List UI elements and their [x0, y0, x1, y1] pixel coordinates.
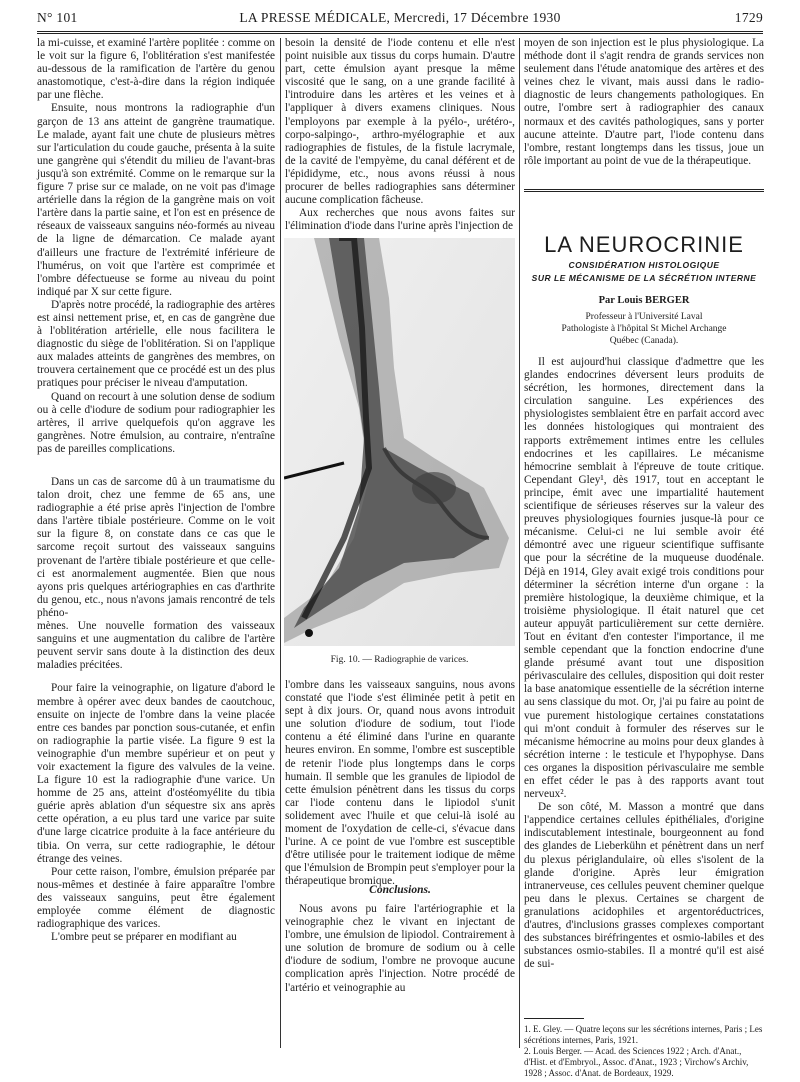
column-1-lower	[37, 476, 275, 944]
column-3-body	[524, 356, 764, 971]
footnote-2: 2. Louis Berger. — Acad. des Sciences 1922 ; Arch. d'Anat., d'Hist. et d'Embryol., Assoc. d'Anat., 1923 ; Virchow's Archiv, 1928 ; Assoc. d'Anat. de Bordeaux, 1929.	[524, 1046, 749, 1078]
author: Par Louis BERGER	[598, 295, 690, 306]
conclusions-heading: Conclusions.	[369, 884, 431, 896]
paragraph: besoin la densité de l'iode contenu et elle n'est point nuisible aux tissus du corps humain. D'autre part, cette émulsion ayant presque la même viscosité que le sang, on a une grande facilité à l'introduire dans les artères et les veines et à l'appliquer à divers examens cliniques. Nous l'employons par exemple à la pyélo-, urétéro-, corpo-salpingo-, arthro-myélographie et aux radiographies de fistules, de la fistule lacrymale, de la cavité de l'empyème, du canal déférent et de l'épididyme, etc., nous avons réussi à nous procurer de belles radiographies sans déterminer aucune complication fâcheuse.	[285, 37, 515, 207]
page-number-left: N° 101	[37, 10, 78, 25]
paragraph: L'ombre peut se préparer en modifiant au	[51, 931, 237, 944]
page-header	[37, 8, 763, 28]
paragraph: Il est aujourd'hui classique d'admettre que les glandes endocrines déversent leurs produits de sécrétion, les hormones, directement dans la circulation sanguine. Les expériences des physiologistes semblaient être en parfait accord avec les données histologiques qui montraient des rapports extrêmement intimes entre les cellules endocrines et les capillaires. Le mécanisme hémocrine semblait à l'épreuve de toute critique. Cependant Gley¹, dès 1917, tout en acceptant le principe, émit avec une impartialité hautement scientifique de sérieuses réserves sur la valeur des preuves physiologiques fournies jusque-là pour ce mécanisme. Celui-ci ne lui semble avoir été démontré avec une rigueur scientifique suffisante que pour la sécrétine de la muqueuse duodénale. Déjà en 1914, Gley avait exigé trois conditions pour déterminer la sécrétion interne d'un organe : la première histologique, la deuxième chimique, et la troisième physiologique. Il était naturel que cet auteur appuyât particulièrement sur cette dernière. Tout en évitant d'en contester l'importance, il me semble cependant que la fonction endocrine d'une glande présumé avant tout une disposition périvasculaire des cellules, disposition qui doit rester la base anatomique essentielle de la sécrétion interne au sens classique du mot. Or, j'ai pu faire au point de vue purement histologique certaines constatations qui m'ont conduit à formuler des réserves sur le mécanisme hémocrine au moins pour deux glandes à sécrétion interne : le testicule et l'hypophyse. Dans ces organes la disposition périvasculaire me semble en effet céder le pas à des rapports avant tout nerveux².	[524, 356, 764, 801]
paragraph: Nous avons pu faire l'artériographie et la veinographie chez le vivant en injectant de l'ombre, une émulsion de lipiodol. Contrairement à une solution de bromure de sodium ou à celle d'iodure de sodium, l'ombre ne provoque aucune complication après l'injection. Notre procédé de l'artério et veinographie au	[285, 903, 515, 994]
article-subtitle-1: CONSIDÉRATION HISTOLOGIQUE	[568, 260, 720, 270]
column-divider	[280, 38, 281, 1048]
paragraph: Ensuite, nous montrons la radiographie d'un garçon de 13 ans atteint de gangrène traumatique. Le malade, ayant fait une chute de plusieurs mètres sur l'articulation du coude gauche, présenta à la suite une gangrène qui s'étendit du milieu de l'avant-bras jusqu'à son extrémité. Comme on le remarque sur la figure 7 prise sur ce malade, on ne voit pas d'image artérielle dans la région de la gangrène mais on voit l'artère dans la partie saine, et l'on est en présence de réseaux de vaisseaux sanguins néo-formés au niveau de la ligne de démarcation. Ce malade ayant d'ailleurs une fracture de l'extrémité inférieure de l'humérus, on voit que l'artère est comprimée et l'ombre défectueuse se forme au niveau du point indiqué par X sur cette figure.	[37, 102, 275, 298]
paragraph: Quand on recourt à une solution dense de sodium ou à celle d'iodure de sodium pour radiographier les artères, il arrive quelquefois qu'on aggrave les gangrènes. Notre émulsion, au contraire, n'entraîne pas de pareilles complications.	[37, 390, 275, 455]
affiliation-2: Pathologiste à l'hôpital St Michel Archange	[561, 324, 727, 334]
paragraph: l'ombre dans les vaisseaux sanguins, nous avons constaté que l'iode s'est éliminée petit à petit en sept à dix jours. Or, quand nous avons introduit une solution d'iodure de sodium, tout l'iode contenu a été éliminé dans l'urine en quarante heures environ. En somme, l'ombre est susceptible de retenir l'iode plus longtemps dans le corps humain. Il semble que les granules de lipiodol de cette émulsion pénètrent dans les tissus du corps car l'iode contenu dans le lipiodol s'unit solidement avec l'huile et que celui-là isolé au moment de l'oxydation de celle-ci, s'évacue dans l'urine. A ce point de vue l'ombre est susceptible d'être utilisée pour le traitement iodique de même que l'émulsion de Brompin peut s'employer pour la thérapeutique bromique.	[285, 679, 515, 888]
paragraph: Dans un cas de sarcome dû à un traumatisme du talon droit, chez une femme de 65 ans, une radiographie a été prise après l'injection de l'ombre dans l'artère tibiale postérieure. Comme on le voit sur la figure 8, on constate dans ce cas que le sarcome reçoit surtout des vaisseaux sanguins provenant de l'artère tibiale postérieure et que celle-ci est anormalement augmentée. Bien que nous ayons pris quelques artériographies en cas d'arthrite du genou, etc., nous n'avons jamais rencontré de tels phéno-	[37, 476, 275, 619]
column-3	[524, 37, 764, 168]
header-rule-2	[37, 33, 763, 34]
article-subtitle-2: SUR LE MÉCANISME DE LA SÉCRÉTION INTERNE	[531, 273, 757, 283]
affiliation-3: Québec (Canada).	[609, 336, 679, 346]
paragraph: mènes. Une nouvelle formation des vaisseaux sanguins et une augmentation du calibre de l'artère peuvent servir sans doute à la distinction des deux maladies précitées.	[37, 620, 275, 672]
paragraph: Aux recherches que nous avons faites sur l'élimination d'iode dans l'urine après l'injection de	[285, 207, 515, 233]
column-1	[37, 37, 275, 456]
article-title: LA NEUROCRINIE	[544, 232, 744, 257]
affiliation-1: Professeur à l'Université Laval	[585, 312, 703, 322]
radiograph-image	[284, 238, 515, 646]
varices-radiograph	[284, 238, 515, 646]
paragraph: Pour faire la veinographie, on ligature d'abord le membre à opérer avec deux bandes de caoutchouc, ensuite on injecte de l'ombre dans la veine placée entre ces bandes par ponction sous-cutanée, et enfin on radiographie la partie visée. La figure 9 est la veinographie d'un membre supérieur et on peut y voir exactement la figure des valvules de la veine. La figure 10 est la radiographie d'une varice. Un homme de 25 ans, atteint d'ostéomyélite du tibia guérie après ablation d'un séquestre six ans après cette opération, a eu plus tard une varice par suite d'une large cicatrice produite à la face antérieure du tibia. On verra, sur cette radiographie, le détour étrange des veines.	[37, 682, 275, 865]
footnote-1: 1. E. Gley. — Quatre leçons sur les sécrétions internes, Paris ; Les sécrétions internes, Paris, 1921.	[524, 1024, 763, 1045]
column-divider	[519, 38, 520, 1048]
article-separator-2	[524, 191, 764, 192]
paragraph: D'après notre procédé, la radiographie des artères est ainsi nettement prise, et, en cas de gangrène due à l'oblitération artérielle, elle nous facilitera le diagnostic du siège de l'oblitération. Si on l'applique aux malades atteints de gangrènes des membres, on trouvera certainement que ce procédé est un des plus pratiques pour préciser le niveau d'amputation.	[37, 298, 275, 390]
figure-caption: Fig. 10. — Radiographie de varices.	[330, 655, 469, 665]
footnotes	[524, 1024, 764, 1079]
paragraph: moyen de son injection est le plus physiologique. La méthode dont il s'agit rendra de grands services non seulement dans l'étude anatomique des artères et des veines chez le vivant, mais aussi dans le radio-diagnostic de leurs changements pathologiques. En outre, l'ombre sert à radiographier des canaux normaux et des cavités pathologiques, sans y porter aucune atteinte. D'autre part, l'iode contenu dans l'ombre, restant longtemps dans les tissus, joue un rôle important au point de vue de la thérapeutique.	[524, 37, 764, 167]
paragraph: De son côté, M. Masson a montré que dans l'appendice certaines cellules épithéliales, d'origine indiscutablement intestinale, bourgeonnent au fond des glandes de Lieberkühn et pénètrent dans un nerf du plexus périglandulaire, où elles s'isolent de la glande d'origine. Après leur émigration intranerveuse, ces cellules peuvent cheminer quelque peu dans le plexus. Certaines se chargent de granulations acidophiles et argentoréductrices, d'autres, d'inclusions grasses complexes comportant des substances biréfringentes et osmio-labiles et des substances osmio-stabiles. Il a montré qu'il est aisé de sui-	[524, 801, 764, 971]
paragraph: la mi-cuisse, et examiné l'artère poplitée : comme on le voit sur la figure 6, l'oblitération s'est manifestée au-dessous de la ramification de l'artère du genou anastomotique, c'est-à-dire dans la région indiquée par une flèche.	[37, 37, 275, 102]
column-2	[285, 37, 515, 233]
page-number-right: 1729	[734, 10, 763, 25]
footnote-rule	[524, 1018, 584, 1019]
header-rule	[37, 31, 763, 32]
column-2-lower	[285, 679, 515, 889]
paragraph: Pour cette raison, l'ombre, émulsion préparée par nous-mêmes et destinée à faire apparaître l'ombre des vaisseaux sanguins, peut être également employée comme élément de diagnostic radiographique des varices.	[37, 865, 275, 931]
column-2-conclusions	[285, 903, 515, 995]
journal-title: LA PRESSE MÉDICALE, Mercredi, 17 Décembre 1930	[239, 10, 561, 25]
article-separator	[524, 189, 764, 190]
